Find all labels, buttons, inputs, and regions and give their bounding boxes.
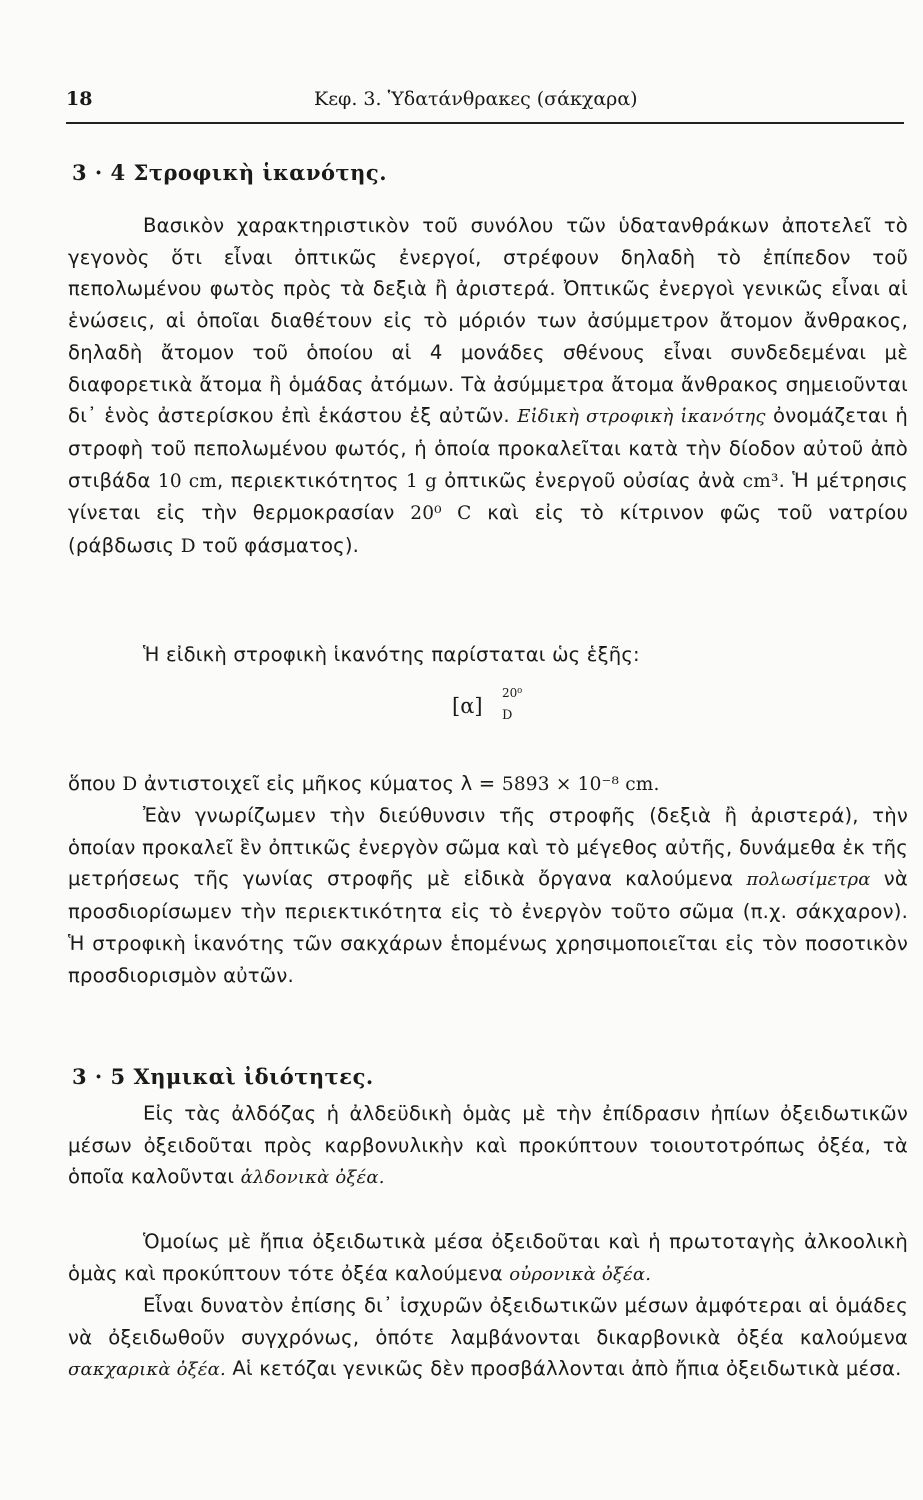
running-header — [66, 88, 904, 116]
value-wavelength: 5893 × 10⁻⁸ cm. — [501, 774, 660, 795]
text-run: ὅπου — [68, 772, 123, 795]
italic-term-aldonic-acids: ἀλδονικὰ ὀξέα. — [240, 1167, 385, 1189]
value-d-line: D — [180, 536, 196, 558]
paragraph-uronic-acids — [68, 1226, 908, 1290]
value-concentration: 1 g — [406, 470, 437, 492]
section-heading-3-5: 3 · 5 Χημικαὶ ἰδιότητες. — [72, 1064, 374, 1089]
text-run: Ἐὰν γνωρίζωμεν τὴν διεύθυνσιν τῆς στροφῆς (δεξιὰ ἢ ἀριστερά), τὴν ὁποίαν προκαλεῖ ἓν ὀπτικῶς ἐνεργὸν σῶμα καὶ τὸ μέγεθος αὐτῆς, δυνάμεθα ἐκ τῆς μετρήσεως τῆς γωνίας στροφῆς μὲ εἰδικὰ ὄργανα καλούμενα — [68, 804, 908, 891]
formula-base: [α] — [452, 694, 483, 718]
italic-term-specific-rotation: Εἰδικὴ στροφικὴ ἱκανότης — [517, 406, 766, 428]
text-run: καὶ εἰς τὸ κίτρινον φῶς τοῦ νατρίου (ράβδωσις — [68, 501, 909, 558]
text-run: Εἶναι δυνατὸν ἐπίσης δι᾽ ἰσχυρῶν ὀξειδωτικῶν μέσων ἀμφότεραι αἱ ὁμάδες νὰ ὀξειδωθοῦν συγχρόνως, ὁπότε λαμβάνονται δικαρβονικὰ ὀξέα καλούμενα — [68, 1294, 908, 1349]
paragraph-saccharic-acids — [68, 1290, 908, 1386]
text-run: ὀπτικῶς ἐνεργοῦ οὐσίας ἀνὰ — [436, 468, 743, 492]
paragraph-optical-activity — [68, 210, 908, 563]
text-run: ἀντιστοιχεῖ εἰς μῆκος κύματος λ = — [137, 772, 502, 795]
text-run: Εἰς τὰς ἀλδόζας ἡ ἀλδεϋδικὴ ὁμὰς μὲ τὴν ἐπίδρασιν ἠπίων ὀξειδωτικῶν μέσων ὀξειδοῦται πρὸς καρβονυλικὴν καὶ προκύπτουν τοιουτοτρόπως ὀξέα, τὰ ὁποῖα καλοῦνται — [68, 1102, 908, 1189]
paragraph-polarimeter — [68, 800, 908, 991]
value-temperature: 20⁰ C — [410, 503, 472, 525]
text-run: . Ἡ μέτρησις γίνεται εἰς τὴν θερμοκρασίαν — [68, 468, 908, 525]
chapter-title: Κεφ. 3. Ὑδατάνθρακες (σάκχαρα) — [314, 88, 638, 110]
italic-term-saccharic-acids: σακχαρικὰ ὀξέα. — [68, 1359, 226, 1381]
paragraph-formula-intro: Ἡ εἰδικὴ στροφικὴ ἱκανότης παρίσταται ὡς ἑξῆς: — [143, 643, 640, 666]
text-run: , περιεκτικότητος — [217, 468, 407, 492]
formula-superscript: 20⁰ — [502, 686, 523, 700]
paragraph-aldonic-acids — [68, 1098, 908, 1194]
header-rule — [66, 122, 904, 124]
text-run: ὀνομάζεται ἡ στροφὴ τοῦ πεπολωμένου φωτός, ἡ ὁποία προκαλεῖται κατὰ τὴν δίοδον αὐτοῦ ἀπὸ στιβάδα — [68, 404, 908, 492]
text-run: νὰ προσδιορίσωμεν τὴν περιεκτικότητα εἰς τὸ ἐνεργὸν τοῦτο σῶμα (π.χ. σάκχαρον). Ἡ στροφικὴ ἱκανότης τῶν σακχάρων ἑπομένως χρησιμοποιεῖται εἰς τὸν ποσοτικὸν προσδιορισμὸν αὐτῶν. — [68, 867, 908, 987]
value-thickness: 10 cm — [157, 470, 218, 492]
text-run: Ὁμοίως μὲ ἤπια ὀξειδωτικὰ μέσα ὀξειδοῦται καὶ ἡ πρωτοταγὴς ἀλκοολικὴ ὁμὰς καὶ προκύπτουν τότε ὀξέα καλούμενα — [68, 1230, 908, 1285]
text-run: Αἱ κετόζαι γενικῶς δὲν προσβάλλονται ἀπὸ ἤπια ὀξειδωτικὰ μέσα. — [225, 1357, 902, 1381]
page-number: 18 — [66, 88, 93, 110]
formula-subscript: D — [502, 708, 513, 723]
section-heading-3-4: 3 · 4 Στροφικὴ ἱκανότης. — [72, 160, 388, 185]
paragraph-wavelength — [68, 768, 908, 801]
text-run: Βασικὸν χαρακτηριστικὸν τοῦ συνόλου τῶν ὑδατανθράκων ἀποτελεῖ τὸ γεγονὸς ὅτι εἶναι ὀπτικῶς ἐνεργοί, στρέφουν δηλαδὴ τὸ ἐπίπεδον τοῦ πεπολωμένου φωτὸς πρὸς τὰ δεξιὰ ἢ ἀριστερά. Ὀπτικῶς ἐνεργοὶ γενικῶς εἶναι αἱ ἑνώσεις, αἱ ὁποῖαι διαθέτουν εἰς τὸ μόριόν των ἀσύμμετρον ἄτομον ἄνθρακος, δηλαδὴ ἄτομον τοῦ ὁποίου αἱ 4 μονάδες σθένους εἶναι συνδεδεμέναι μὲ διαφορετικὰ ἄτομα ἢ ὁμάδας ἀτόμων. Τὰ ἀσύμμετρα ἄτομα ἄνθρακος σημειοῦνται δι᾽ ἑνὸς ἀστερίσκου ἐπὶ ἑκάστου ἐξ αὐτῶν. — [68, 214, 908, 428]
value-volume-unit: cm³ — [742, 470, 779, 492]
italic-term-polarimeters: πολωσίμετρα — [746, 869, 871, 891]
italic-term-uronic-acids: οὐρονικὰ ὀξέα. — [509, 1263, 652, 1285]
value-d-line: D — [122, 774, 138, 795]
text-run: τοῦ φάσματος). — [195, 534, 360, 558]
